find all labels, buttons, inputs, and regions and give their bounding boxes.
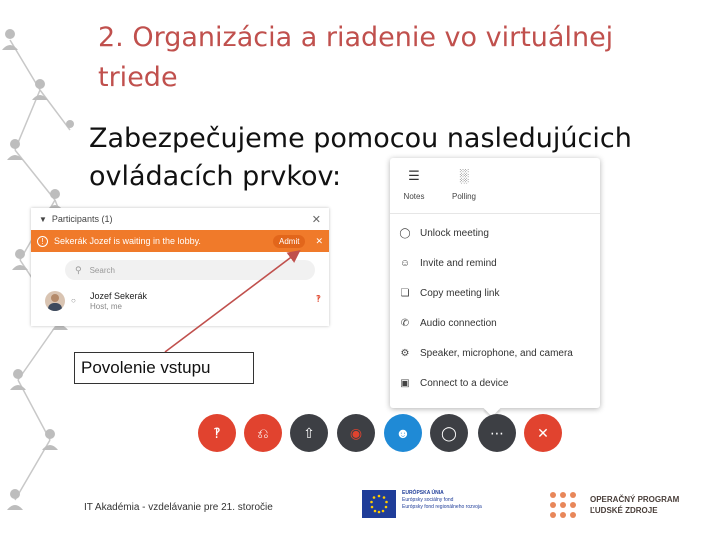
more-options-menu xyxy=(390,158,600,408)
menu-item-label: Copy meeting link xyxy=(420,287,500,299)
chat-button[interactable] xyxy=(430,414,468,452)
operational-program-logo xyxy=(548,490,578,520)
leave-button[interactable] xyxy=(524,414,562,452)
avatar xyxy=(45,291,65,311)
op-line: OPERAČNÝ PROGRAM xyxy=(590,495,680,504)
callout-box: Povolenie vstupu xyxy=(74,352,254,384)
participant-row[interactable] xyxy=(31,290,329,311)
lobby-banner xyxy=(31,230,329,252)
video-off-icon: ⎌ xyxy=(257,424,269,441)
polling-icon: ░ xyxy=(459,168,469,183)
search-icon: ⚲ xyxy=(75,264,82,275)
phone-icon: ✆ xyxy=(400,317,410,329)
copy-icon: ❏ xyxy=(400,287,410,299)
notes-label: Notes xyxy=(403,192,425,201)
mute-button[interactable] xyxy=(198,414,236,452)
invite-icon: ☺ xyxy=(399,257,411,269)
unlock-icon: ◯ xyxy=(399,227,411,239)
op-text-block xyxy=(590,494,679,516)
participants-icon: ☻ xyxy=(395,425,411,441)
polling-label: Polling xyxy=(451,192,476,201)
menu-item-label: Audio connection xyxy=(420,317,497,329)
menu-item-label: Unlock meeting xyxy=(420,227,489,239)
close-icon[interactable]: ✕ xyxy=(311,213,321,226)
menu-tools xyxy=(390,158,600,214)
menu-item-invite-and-remind[interactable] xyxy=(390,248,600,278)
device-icon: ▣ xyxy=(400,377,410,389)
footer-text: IT Akadémia - vzdelávanie pre 21. storočie xyxy=(84,502,273,513)
participants-button[interactable] xyxy=(384,414,422,452)
menu-item-speaker-microphone-camera[interactable] xyxy=(390,338,600,368)
participants-panel-title: Participants (1) xyxy=(51,214,113,224)
slide-subtitle: Zabezpečujeme pomocou nasledujúcich ovládacích prvkov: xyxy=(89,123,632,192)
menu-item-label: Invite and remind xyxy=(420,257,497,269)
search-placeholder: Search xyxy=(89,265,115,275)
chevron-down-icon[interactable]: ▼ xyxy=(39,214,47,224)
admit-button[interactable]: Admit xyxy=(273,235,305,248)
polling-button[interactable] xyxy=(446,158,482,213)
eu-text-block xyxy=(402,490,512,511)
menu-item-connect-to-device[interactable] xyxy=(390,368,600,398)
search-input[interactable] xyxy=(65,260,315,280)
share-icon: ⇧ xyxy=(303,424,315,441)
participant-name: Jozef Sekerák xyxy=(90,291,148,301)
mic-muted-icon: ‽ xyxy=(213,424,221,441)
lobby-message: Sekerák Jozef is waiting in the lobby. xyxy=(54,236,201,246)
more-button[interactable] xyxy=(478,414,516,452)
eu-line: Európsky sociálny fond xyxy=(402,497,454,503)
more-icon: ⋯ xyxy=(490,424,504,441)
eu-flag-logo xyxy=(362,490,396,518)
eu-title: EURÓPSKA ÚNIA xyxy=(402,490,444,496)
op-line: ĽUDSKÉ ZDROJE xyxy=(590,506,658,515)
participants-panel xyxy=(31,208,329,326)
notes-icon: ☰ xyxy=(408,168,420,183)
eu-line: Európsky fond regionálneho rozvoja xyxy=(402,504,482,510)
menu-item-label: Connect to a device xyxy=(420,377,509,389)
menu-item-label: Speaker, microphone, and camera xyxy=(420,347,573,359)
record-icon: ◉ xyxy=(349,424,363,441)
mic-muted-icon[interactable]: ‽ xyxy=(315,294,321,305)
mic-icon: ○ xyxy=(71,296,76,305)
alert-icon: ! xyxy=(37,236,48,247)
record-button[interactable] xyxy=(337,414,375,452)
menu-item-audio-connection[interactable] xyxy=(390,308,600,338)
video-button[interactable] xyxy=(244,414,282,452)
slide-title: 2. Organizácia a riadenie vo virtuálnej triede xyxy=(98,22,614,93)
close-icon: ✕ xyxy=(537,424,549,441)
menu-item-unlock-meeting[interactable] xyxy=(390,218,600,248)
participant-role: Host, me xyxy=(90,302,123,311)
participants-panel-header xyxy=(31,208,329,230)
notes-button[interactable] xyxy=(396,158,432,213)
chat-icon: ◯ xyxy=(441,424,457,441)
menu-item-copy-meeting-link[interactable] xyxy=(390,278,600,308)
gear-icon: ⚙ xyxy=(400,347,410,359)
dismiss-lobby-icon[interactable]: ✕ xyxy=(315,235,323,246)
share-button[interactable] xyxy=(290,414,328,452)
